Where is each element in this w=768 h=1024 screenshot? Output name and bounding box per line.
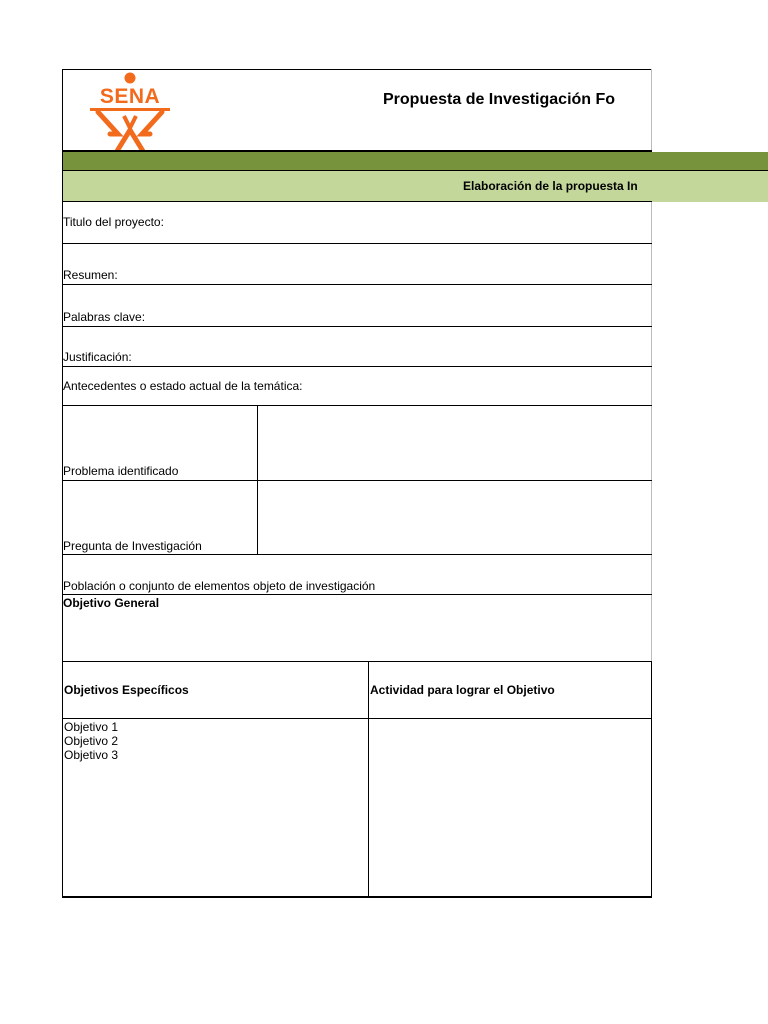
table-right-border [651, 661, 652, 897]
label-resumen: Resumen: [63, 268, 118, 282]
table-bottom-border [62, 896, 652, 898]
table-column-divider [368, 661, 369, 897]
row-line [62, 284, 652, 285]
row-line [62, 405, 652, 406]
list-item: Objetivo 1 [64, 720, 119, 734]
sena-logo [84, 72, 176, 158]
label-problema: Problema identificado [63, 464, 179, 478]
table-top-border [62, 661, 652, 662]
frame-top-border [62, 69, 652, 70]
table-header-bottom [62, 718, 652, 719]
label-poblacion: Población o conjunto de elementos objeto de investigación [63, 579, 376, 593]
list-item: Objetivo 3 [64, 748, 119, 762]
label-justificacion: Justificación: [63, 350, 132, 364]
row-line [62, 594, 652, 595]
sena-logo-text: SENA [99, 85, 161, 108]
row-line [62, 554, 652, 555]
label-antecedentes: Antecedentes o estado actual de la temática: [63, 379, 303, 393]
section-subtitle: Elaboración de la propuesta In [463, 179, 638, 193]
dark-green-band [63, 152, 768, 170]
list-item: Objetivo 2 [64, 734, 119, 748]
row-line [62, 243, 652, 244]
row-line [62, 326, 652, 327]
objectives-list [64, 720, 118, 762]
row-line [62, 366, 652, 367]
row-line [62, 201, 652, 202]
light-green-band [63, 170, 768, 202]
label-palabras: Palabras clave: [63, 310, 146, 324]
table-header-actividad: Actividad para lograr el Objetivo [370, 683, 555, 697]
table-header-objetivos: Objetivos Específicos [64, 683, 189, 697]
row-line [62, 480, 652, 481]
label-pregunta: Pregunta de Investigación [63, 539, 202, 553]
label-titulo: Titulo del proyecto: [63, 215, 164, 229]
label-objetivo-general: Objetivo General [63, 596, 160, 610]
page-title: Propuesta de Investigación Fo [383, 91, 616, 108]
